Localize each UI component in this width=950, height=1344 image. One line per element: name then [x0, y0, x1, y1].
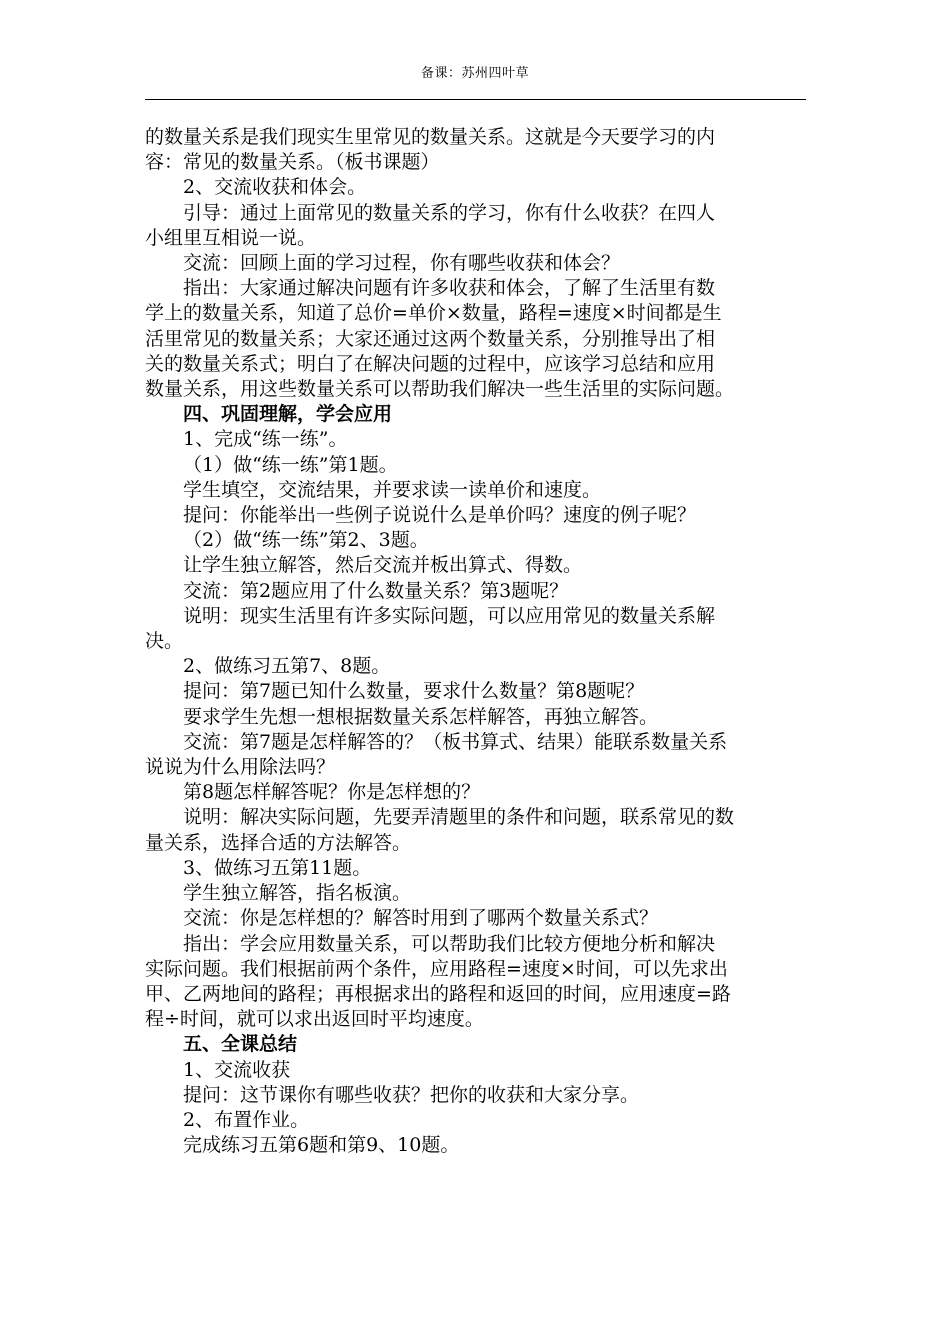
text-line: （2）做“练一练”第2、3题。: [183, 529, 429, 552]
text-line: 1、完成“练一练”。: [183, 428, 348, 451]
text-line: 要求学生先想一想根据数量关系怎样解答，再独立解答。: [183, 705, 659, 728]
text-line: 让学生独立解答，然后交流并板出算式、得数。: [183, 554, 583, 577]
text-line: 说说为什么用除法吗？: [145, 756, 336, 779]
document-body: [145, 125, 810, 1158]
text-line: 提问：你能举出一些例子说说什么是单价吗？速度的例子呢？: [183, 504, 697, 527]
text-line: 2、交流收获和体会。: [183, 176, 367, 199]
text-line: 第8题怎样解答呢？你是怎样想的？: [183, 781, 481, 804]
text-line: 程÷时间，就可以求出返回时平均速度。: [145, 1008, 484, 1031]
text-line: （1）做“练一练”第1题。: [183, 453, 398, 476]
text-line: 的数量关系是我们现实生里常见的数量关系。这就是今天要学习的内: [145, 126, 716, 148]
text-line: 甲、乙两地间的路程；再根据求出的路程和返回的时间，应用速度=路: [145, 982, 731, 1005]
section-heading: 四、巩固理解，学会应用: [183, 403, 393, 426]
text-line: 3、做练习五第11题。: [183, 856, 372, 879]
text-line: 提问：这节课你有哪些收获？把你的收获和大家分享。: [183, 1083, 640, 1106]
text-line: 学生独立解答，指名板演。: [183, 882, 412, 905]
text-line: 2、做练习五第7、8题。: [183, 655, 391, 678]
text-line: 学生填空，交流结果，并要求读一读单价和速度。: [183, 478, 602, 501]
text-line: 说明：解决实际问题，先要弄清题里的条件和问题，联系常见的数: [183, 806, 735, 829]
text-line: 指出：大家通过解决问题有许多收获和体会，了解了生活里有数: [183, 277, 716, 300]
text-line: 实际问题。我们根据前两个条件，应用路程=速度×时间，可以先求出: [145, 957, 728, 980]
text-line: 提问：第7题已知什么数量，要求什么数量？第8题呢？: [183, 680, 645, 703]
text-line: 学上的数量关系，知道了总价=单价×数量，路程=速度×时间都是生: [145, 302, 722, 325]
text-line: 小组里互相说一说。: [145, 226, 317, 249]
text-line: 量关系，选择合适的方法解答。: [145, 831, 412, 854]
text-line: 引导：通过上面常见的数量关系的学习，你有什么收获？在四人: [183, 201, 716, 224]
text-line: 完成练习五第6题和第9、10题。: [183, 1134, 460, 1157]
text-line: 1、交流收获: [183, 1058, 291, 1081]
text-line: 交流：第2题应用了什么数量关系？第3题呢？: [183, 579, 569, 602]
header-divider: [145, 99, 806, 100]
text-line: 决。: [145, 630, 184, 653]
text-line: 关的数量关系式；明白了在解决问题的过程中，应该学习总结和应用: [145, 352, 716, 375]
text-line: 活里常见的数量关系；大家还通过这两个数量关系，分别推导出了相: [145, 327, 716, 350]
page-header: 备课：苏州四叶草: [420, 66, 529, 81]
text-line: 交流：第7题是怎样解答的？（板书算式、结果）能联系数量关系: [183, 730, 728, 753]
text-line: 容：常见的数量关系。（板书课题）: [145, 151, 440, 174]
text-line: 数量关系，用这些数量关系可以帮助我们解决一些生活里的实际问题。: [145, 378, 735, 401]
text-line: 说明：现实生活里有许多实际问题，可以应用常见的数量关系解: [183, 604, 716, 627]
text-line: 交流：你是怎样想的？解答时用到了哪两个数量关系式？: [183, 907, 659, 930]
text-line: 2、布置作业。: [183, 1108, 310, 1131]
text-line: 指出：学会应用数量关系，可以帮助我们比较方便地分析和解决: [183, 932, 716, 955]
text-line: 交流：回顾上面的学习过程，你有哪些收获和体会？: [183, 252, 621, 275]
section-heading: 五、全课总结: [183, 1033, 298, 1056]
